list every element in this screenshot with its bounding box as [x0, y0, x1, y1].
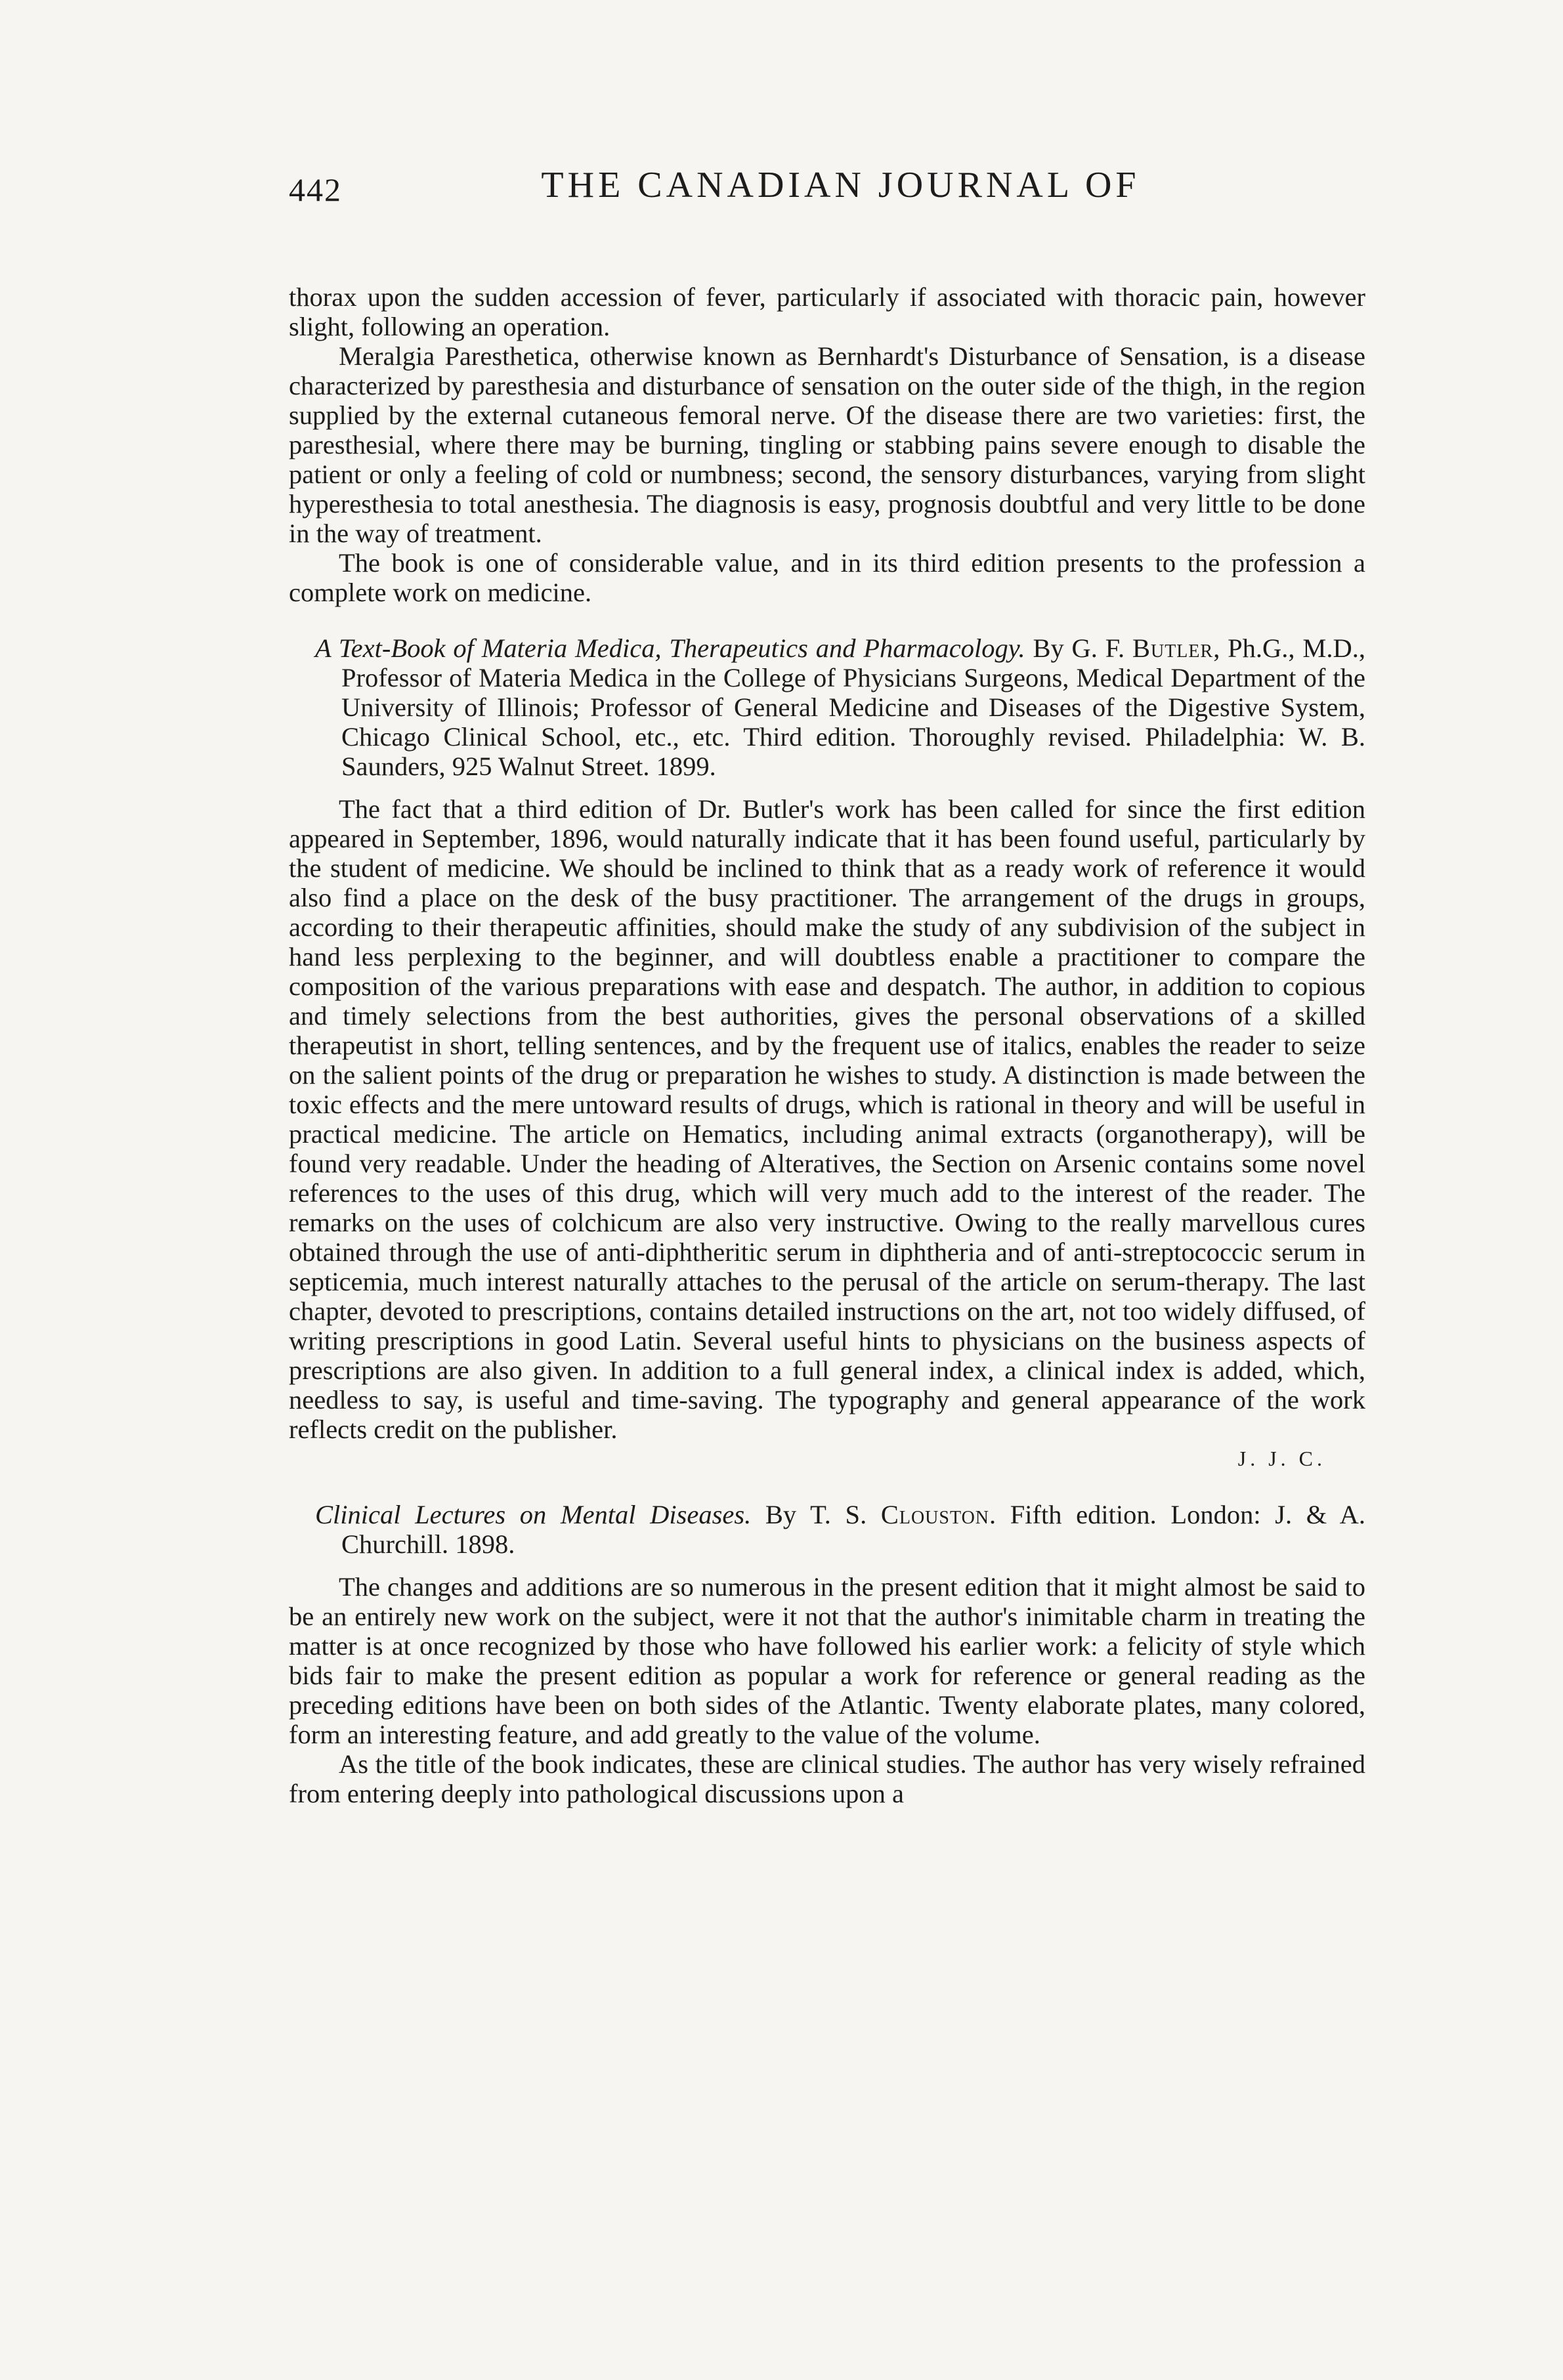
citation-details: , Ph.G., M.D., Professor of Materia Medica in the College of Physicians Surgeons, Medical Department of the University of Illinois; Professor of General Medicine and Diseases of the Digestive System, Chicago Clinical School, etc., etc. Third edition. Thoroughly revised. Philadelphia: W. B. Saunders, 925 Walnut Street. 1899. — [341, 633, 1366, 781]
paragraph: The book is one of considerable value, and in its third edition presents to the profession a complete work on medicine. — [289, 548, 1365, 607]
page-number: 442 — [289, 171, 342, 208]
review-text: The changes and additions are so numerous in the present edition that it might almost be said to be an entirely new work on the subject, were it not that the author's inimitable charm in treating the matter is at once recognized by those who have followed his earlier work: a felicity of style which bids fair to make the present edition as popular a work for reference or general reading as the preceding editions have been on both sides of the Atlantic. Twenty elaborate plates, many colored, form an interesting feature, and add greatly to the value of the volume. — [289, 1572, 1365, 1749]
review-signature-line — [289, 1444, 1365, 1474]
running-title: THE CANADIAN JOURNAL OF — [541, 165, 1140, 205]
citation-by: By G. F. — [1033, 633, 1125, 663]
reviewer-signature: J. J. C. — [1237, 1447, 1326, 1470]
citation-by: By T. S. — [765, 1500, 867, 1529]
review-text: The fact that a third edition of Dr. Butler's work has been called for since the first edition appeared in September, 1896, would naturally indicate that it has been found useful, particularly by the student of medicine. We should be inclined to think that as a ready work of reference it would also find a place on the desk of the busy practitioner. The arrangement of the drugs in groups, according to their therapeutic affinities, should make the study of any subdivision of the subject in hand less perplexing to the beginner, and will doubtless enable a practitioner to compare the composition of the various preparations with ease and despatch. The author, in addition to copious and timely selections from the best authorities, gives the personal observations of a skilled therapeutist in short, telling sentences, and by the frequent use of italics, enables the reader to seize on the salient points of the drug or preparation he wishes to study. A distinction is made between the toxic effects and the mere untoward results of drugs, which is rational in theory and will be useful in practical medicine. The article on Hematics, including animal extracts (organotherapy), will be found very readable. Under the heading of Alteratives, the Section on Arsenic contains some novel references to the uses of this drug, which will very much add to the interest of the reader. The remarks on the uses of colchicum are also very instructive. Owing to the really marvellous cures obtained through the use of anti-diphtheritic serum in diphtheria and of anti-streptococcic serum in septicemia, much interest naturally attaches to the perusal of the article on serum-therapy. The last chapter, devoted to prescriptions, contains detailed instructions on the art, not too widely diffused, of writing prescriptions in good Latin. Several useful hints to physicians on the business aspects of prescriptions are also given. In addition to a full general index, a clinical index is added, which, needless to say, is useful and time-saving. The typography and general appearance of the work reflects credit on the publisher. — [289, 794, 1365, 1444]
review-text: As the title of the book indicates, these are clinical studies. The author has very wisely refrained from entering deeply into pathological discussions upon a — [289, 1749, 1365, 1808]
book-review-butler — [289, 633, 1365, 1474]
paragraph: thorax upon the sudden accession of fever, particularly if associated with thoracic pain, however slight, following an operation. — [289, 282, 1365, 341]
book-title: Clinical Lectures on Mental Diseases. — [315, 1500, 752, 1529]
article-body — [289, 282, 1365, 1808]
book-citation — [289, 633, 1365, 781]
book-author: Clouston — [880, 1500, 990, 1529]
page-header — [289, 164, 1366, 217]
book-citation — [289, 1500, 1365, 1559]
book-author: Butler — [1132, 633, 1214, 663]
paragraph: Meralgia Paresthetica, otherwise known as Bernhardt's Disturbance of Sensation, is a disease characterized by paresthesia and disturbance of sensation on the outer side of the thigh, in the region supplied by the external cutaneous femoral nerve. Of the disease there are two varieties: first, the paresthesial, where there may be burning, tingling or stabbing pains severe enough to disable the patient or only a feeling of cold or numbness; second, the sensory disturbances, varying from slight hyperesthesia to total anesthesia. The diagnosis is easy, prognosis doubtful and very little to be done in the way of treatment. — [289, 341, 1365, 548]
citation-details: . Fifth edition. London: J. & A. Churchill. 1898. — [341, 1500, 1366, 1559]
book-review-clouston — [289, 1500, 1365, 1808]
book-title: A Text-Book of Materia Medica, Therapeutics and Pharmacology. — [315, 633, 1025, 663]
